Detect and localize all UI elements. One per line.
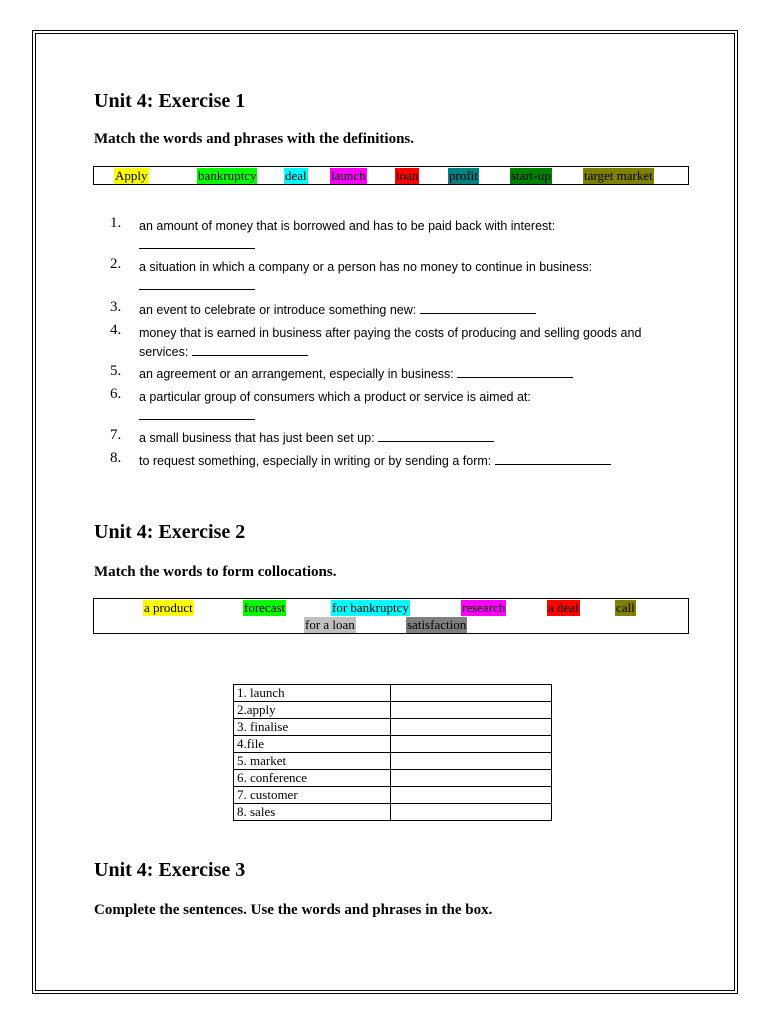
question-text: a particular group of consumers which a product or service is aimed at: (139, 390, 531, 404)
question-number: 7. (110, 427, 122, 443)
table-cell-answer[interactable] (391, 719, 552, 736)
word-chip: research (462, 600, 506, 615)
table-cell-word: 6. conference (234, 770, 391, 787)
word-chip: call (616, 600, 635, 615)
question-number: 8. (110, 450, 122, 466)
table-cell-answer[interactable] (391, 787, 552, 804)
question-number: 4. (110, 322, 122, 338)
word-chip: deal (285, 168, 307, 183)
word-chip: bankruptcy (198, 168, 257, 183)
answer-blank[interactable] (139, 407, 255, 420)
table-row (234, 770, 552, 787)
question-number: 2. (110, 256, 122, 272)
answer-blank[interactable] (139, 277, 255, 290)
answer-blank[interactable] (495, 452, 611, 465)
collocation-table (233, 684, 552, 821)
answer-blank[interactable] (420, 301, 536, 314)
table-row (234, 685, 552, 702)
question-text: an event to celebrate or introduce something new: (139, 303, 417, 317)
exercise1-instruction: Match the words and phrases with the definitions. (94, 131, 415, 147)
word-chip: launch (331, 168, 366, 183)
word-chip: target market (584, 168, 653, 183)
question-number: 3. (110, 299, 122, 315)
word-chip: start-up (511, 168, 551, 183)
table-cell-answer[interactable] (391, 736, 552, 753)
answer-blank[interactable] (378, 429, 494, 442)
answer-blank[interactable] (139, 236, 255, 249)
table-cell-answer[interactable] (391, 770, 552, 787)
word-chip: profit (449, 168, 478, 183)
word-chip: Apply (115, 168, 148, 183)
table-row (234, 804, 552, 821)
table-cell-word: 5. market (234, 753, 391, 770)
table-cell-answer[interactable] (391, 685, 552, 702)
exercise2-instruction: Match the words to form collocations. (94, 564, 337, 580)
answer-blank[interactable] (457, 365, 573, 378)
question-text: a small business that has just been set up: (139, 431, 375, 445)
question-number: 1. (110, 215, 122, 231)
table-cell-word: 2.apply (234, 702, 391, 719)
question-text: an agreement or an arrangement, especially in business: (139, 367, 454, 381)
table-cell-answer[interactable] (391, 702, 552, 719)
table-cell-word: 1. launch (234, 685, 391, 702)
table-cell-word: 7. customer (234, 787, 391, 804)
answer-blank[interactable] (192, 343, 308, 356)
question-text: to request something, especially in writing or by sending a form: (139, 454, 492, 468)
table-cell-word: 8. sales (234, 804, 391, 821)
table-row (234, 736, 552, 753)
word-chip: a product (144, 600, 193, 615)
table-row (234, 753, 552, 770)
word-chip: forecast (244, 600, 286, 615)
word-chip: loan (396, 168, 419, 183)
exercise3-title: Unit 4: Exercise 3 (94, 859, 246, 881)
table-cell-word: 4.file (234, 736, 391, 753)
question-text: an amount of money that is borrowed and has to be paid back with interest: (139, 219, 556, 233)
table-row (234, 702, 552, 719)
table-row (234, 719, 552, 736)
word-chip: satisfaction (407, 617, 467, 632)
exercise1-title: Unit 4: Exercise 1 (94, 90, 246, 112)
word-chip: for bankruptcy (332, 600, 409, 615)
question-text: money that is earned in business after paying the costs of producing and selling goods and services: (139, 326, 642, 359)
word-chip: for a loan (305, 617, 355, 632)
table-row (234, 787, 552, 804)
exercise1-word-box (93, 166, 689, 185)
question-text: a situation in which a company or a person has no money to continue in business: (139, 260, 593, 274)
table-cell-answer[interactable] (391, 804, 552, 821)
table-cell-word: 3. finalise (234, 719, 391, 736)
table-cell-answer[interactable] (391, 753, 552, 770)
word-chip: a deal (548, 600, 579, 615)
question-number: 5. (110, 363, 122, 379)
question-number: 6. (110, 386, 122, 402)
exercise2-title: Unit 4: Exercise 2 (94, 521, 246, 543)
exercise3-instruction: Complete the sentences. Use the words and phrases in the box. (94, 902, 493, 918)
exercise2-word-box (93, 598, 689, 634)
